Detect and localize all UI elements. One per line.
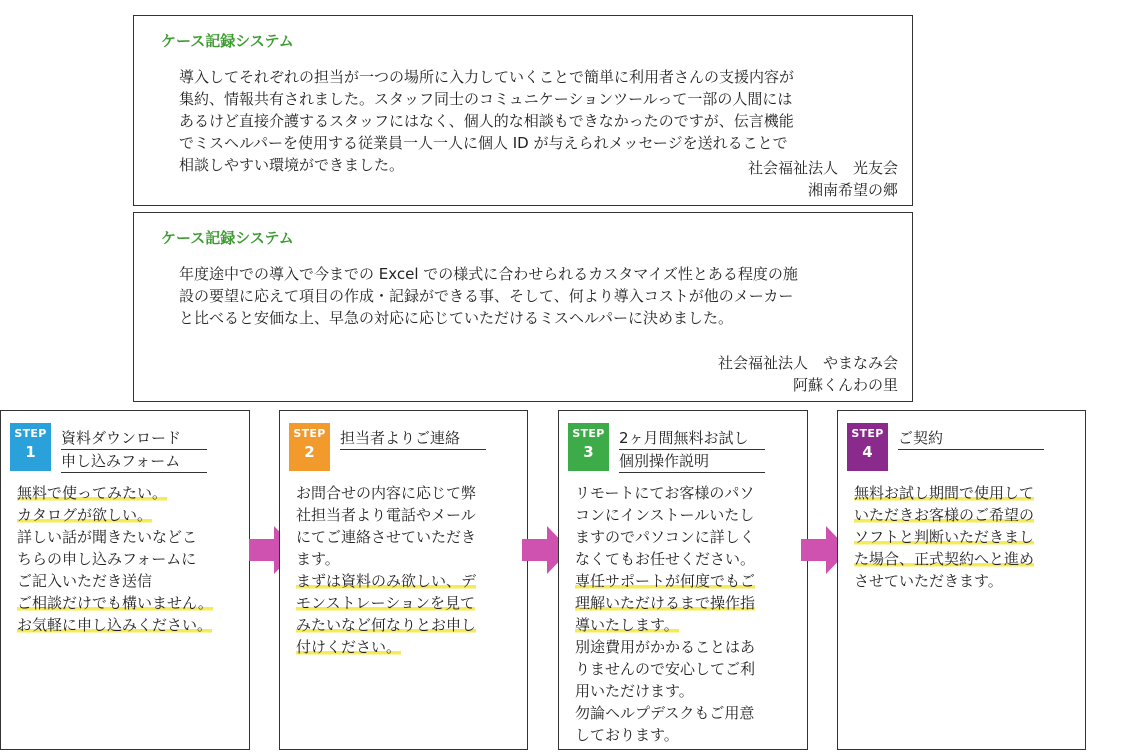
case-line: 集約、情報共有されました。スタッフ同士のコミュニケーションツールって一部の人間には [179,90,793,108]
step-text-span: コンにインストールいたし [575,506,755,524]
step-text [854,482,1034,592]
signature-org: 社会福祉法人 光友会 [747,159,898,177]
step-text-span: ご相談だけでも構いません。 [17,594,213,612]
step-text-span: 導いたします。 [575,616,679,634]
step-text-line [17,482,213,504]
step-heading [61,427,207,473]
step-text-span: 別途費用がかかることはあ [575,638,756,656]
step-text-line [575,614,755,636]
step-text-line [575,702,755,724]
step-badge-number: 4 [862,443,873,461]
step-text-span: ちらの申し込みフォームに [17,550,197,568]
step-card-3 [558,410,808,750]
case-signature [748,157,898,201]
step-text-span: リモートにてお客様のパソ [575,484,755,502]
step-heading [619,427,765,473]
step-heading [898,427,1044,450]
step-text-line [296,592,476,614]
step-badge [847,423,888,471]
step-text-span: 用いただけます。 [575,682,694,700]
step-heading-line: 資料ダウンロード [61,427,207,450]
step-text-line [17,504,213,526]
step-heading-line: 個別操作説明 [619,450,765,473]
step-badge [289,423,330,471]
step-badge [10,423,51,471]
step-text-span: みたいなど何なりとお申し [296,616,477,634]
step-text-span: ご記入いただき送信 [17,572,153,590]
case-card-1 [133,15,913,206]
case-line: 導入してそれぞれの担当が一つの場所に入力していくことで簡単に利用者さんの支援内容が [179,68,795,86]
step-text-span: 社担当者より電話やメール [296,506,476,524]
step-text-line [854,482,1034,504]
step-text-span: カタログが欲しい。 [17,506,153,524]
step-text-span: 理解いただけるまで操作指 [575,594,756,612]
step-text-line [575,592,755,614]
case-card-2 [133,212,913,402]
step-text [296,482,476,658]
step-text-span: た場合、正式契約へと進め [854,550,1035,568]
step-text-line [854,504,1034,526]
case-title: ケース記録システム [161,32,294,50]
step-text-line [575,548,755,570]
case-signature [718,352,898,396]
step-text-line [575,636,755,658]
step-text-span: させていただきます。 [854,572,1003,590]
step-badge [568,423,609,471]
step-text-line [854,526,1034,548]
step-badge-number: 2 [304,443,315,461]
step-badge-number: 3 [583,443,594,461]
case-title: ケース記録システム [161,229,294,247]
step-text [17,482,213,636]
case-line: と比べると安価な上、早急の対応に応じていただけるミスヘルパーに決めました。 [179,309,733,327]
step-text-line [17,526,213,548]
step-badge-number: 1 [25,443,36,461]
step-badge-word: STEP [572,427,605,440]
step-text-line [296,548,476,570]
step-card-4 [837,410,1086,750]
step-heading-line: 2ヶ月間無料お試し [619,427,765,450]
step-badge-word: STEP [293,427,326,440]
step-text-span: にてご連絡させていただき [296,528,477,546]
case-body [179,263,891,329]
step-text-line [575,724,755,746]
step-text-line [296,614,476,636]
step-text-line [296,570,476,592]
signature-facility: 阿蘇くんわの里 [792,376,898,394]
step-text-line [17,614,213,636]
step-heading [340,427,486,450]
signature-facility: 湘南希望の郷 [807,181,898,199]
step-text-span: 無料お試し期間で使用して [854,484,1035,502]
step-heading-line: 申し込みフォーム [61,450,207,473]
step-card-1 [0,410,250,750]
step-text-span: モンストレーションを見て [296,594,475,612]
step-text-span: 詳しい話が聞きたいなどこ [17,528,198,546]
step-heading-line: 担当者よりご連絡 [340,427,486,450]
step-text-line [296,526,476,548]
step-text-line [17,570,213,592]
step-text-span: 勿論ヘルプデスクもご用意 [575,704,755,722]
step-text-line [575,526,755,548]
step-text-span: ソフトと判断いただきまし [854,528,1035,546]
case-line: でミスヘルパーを使用する従業員一人一人に個人 ID が与えられメッセージを送れることで [179,134,788,152]
step-text-line [854,548,1034,570]
case-line: 設の要望に応えて項目の作成・記録ができる事、そして、何より導入コストが他のメーカー [179,287,794,305]
step-text [575,482,755,746]
step-text-line [17,548,213,570]
step-text-line [575,570,755,592]
step-card-2 [279,410,528,750]
case-line: 年度途中での導入で今までの Excel での様式に合わせられるカスタマイズ性とある程度の施 [179,265,798,283]
step-text-line [17,592,213,614]
case-line: 相談しやすい環境ができました。 [179,156,405,174]
step-text-span: 付けください。 [296,638,402,656]
step-text-line [296,504,476,526]
step-text-line [575,680,755,702]
step-text-span: なくてもお任せください。 [575,550,756,568]
step-text-span: りませんので安心してご利 [575,660,756,678]
case-line: あるけど直接介護するスタッフにはなく、個人的な相談もできなかったのですが、伝言機能 [179,112,794,130]
step-text-line [296,636,476,658]
step-text-span: ますのでパソコンに詳しく [575,528,755,546]
step-text-span: いただきお客様のご希望の [854,506,1035,524]
step-text-span: 無料で使ってみたい。 [17,484,168,502]
step-text-span: まずは資料のみ欲しい、デ [296,572,477,590]
step-text-line [575,658,755,680]
step-badge-word: STEP [851,427,884,440]
signature-org: 社会福祉法人 やまなみ会 [717,354,898,372]
step-badge-word: STEP [14,427,47,440]
step-text-line [296,482,476,504]
step-text-span: しております。 [575,726,679,744]
step-text-line [854,570,1034,592]
step-heading-line: ご契約 [898,427,1044,450]
step-text-line [575,504,755,526]
step-text-span: ます。 [296,550,340,568]
step-text-span: お問合せの内容に応じて弊 [296,484,477,502]
step-text-span: お気軽に申し込みください。 [17,616,213,634]
step-text-span: 専任サポートが何度でもご [575,572,756,590]
step-text-line [575,482,755,504]
